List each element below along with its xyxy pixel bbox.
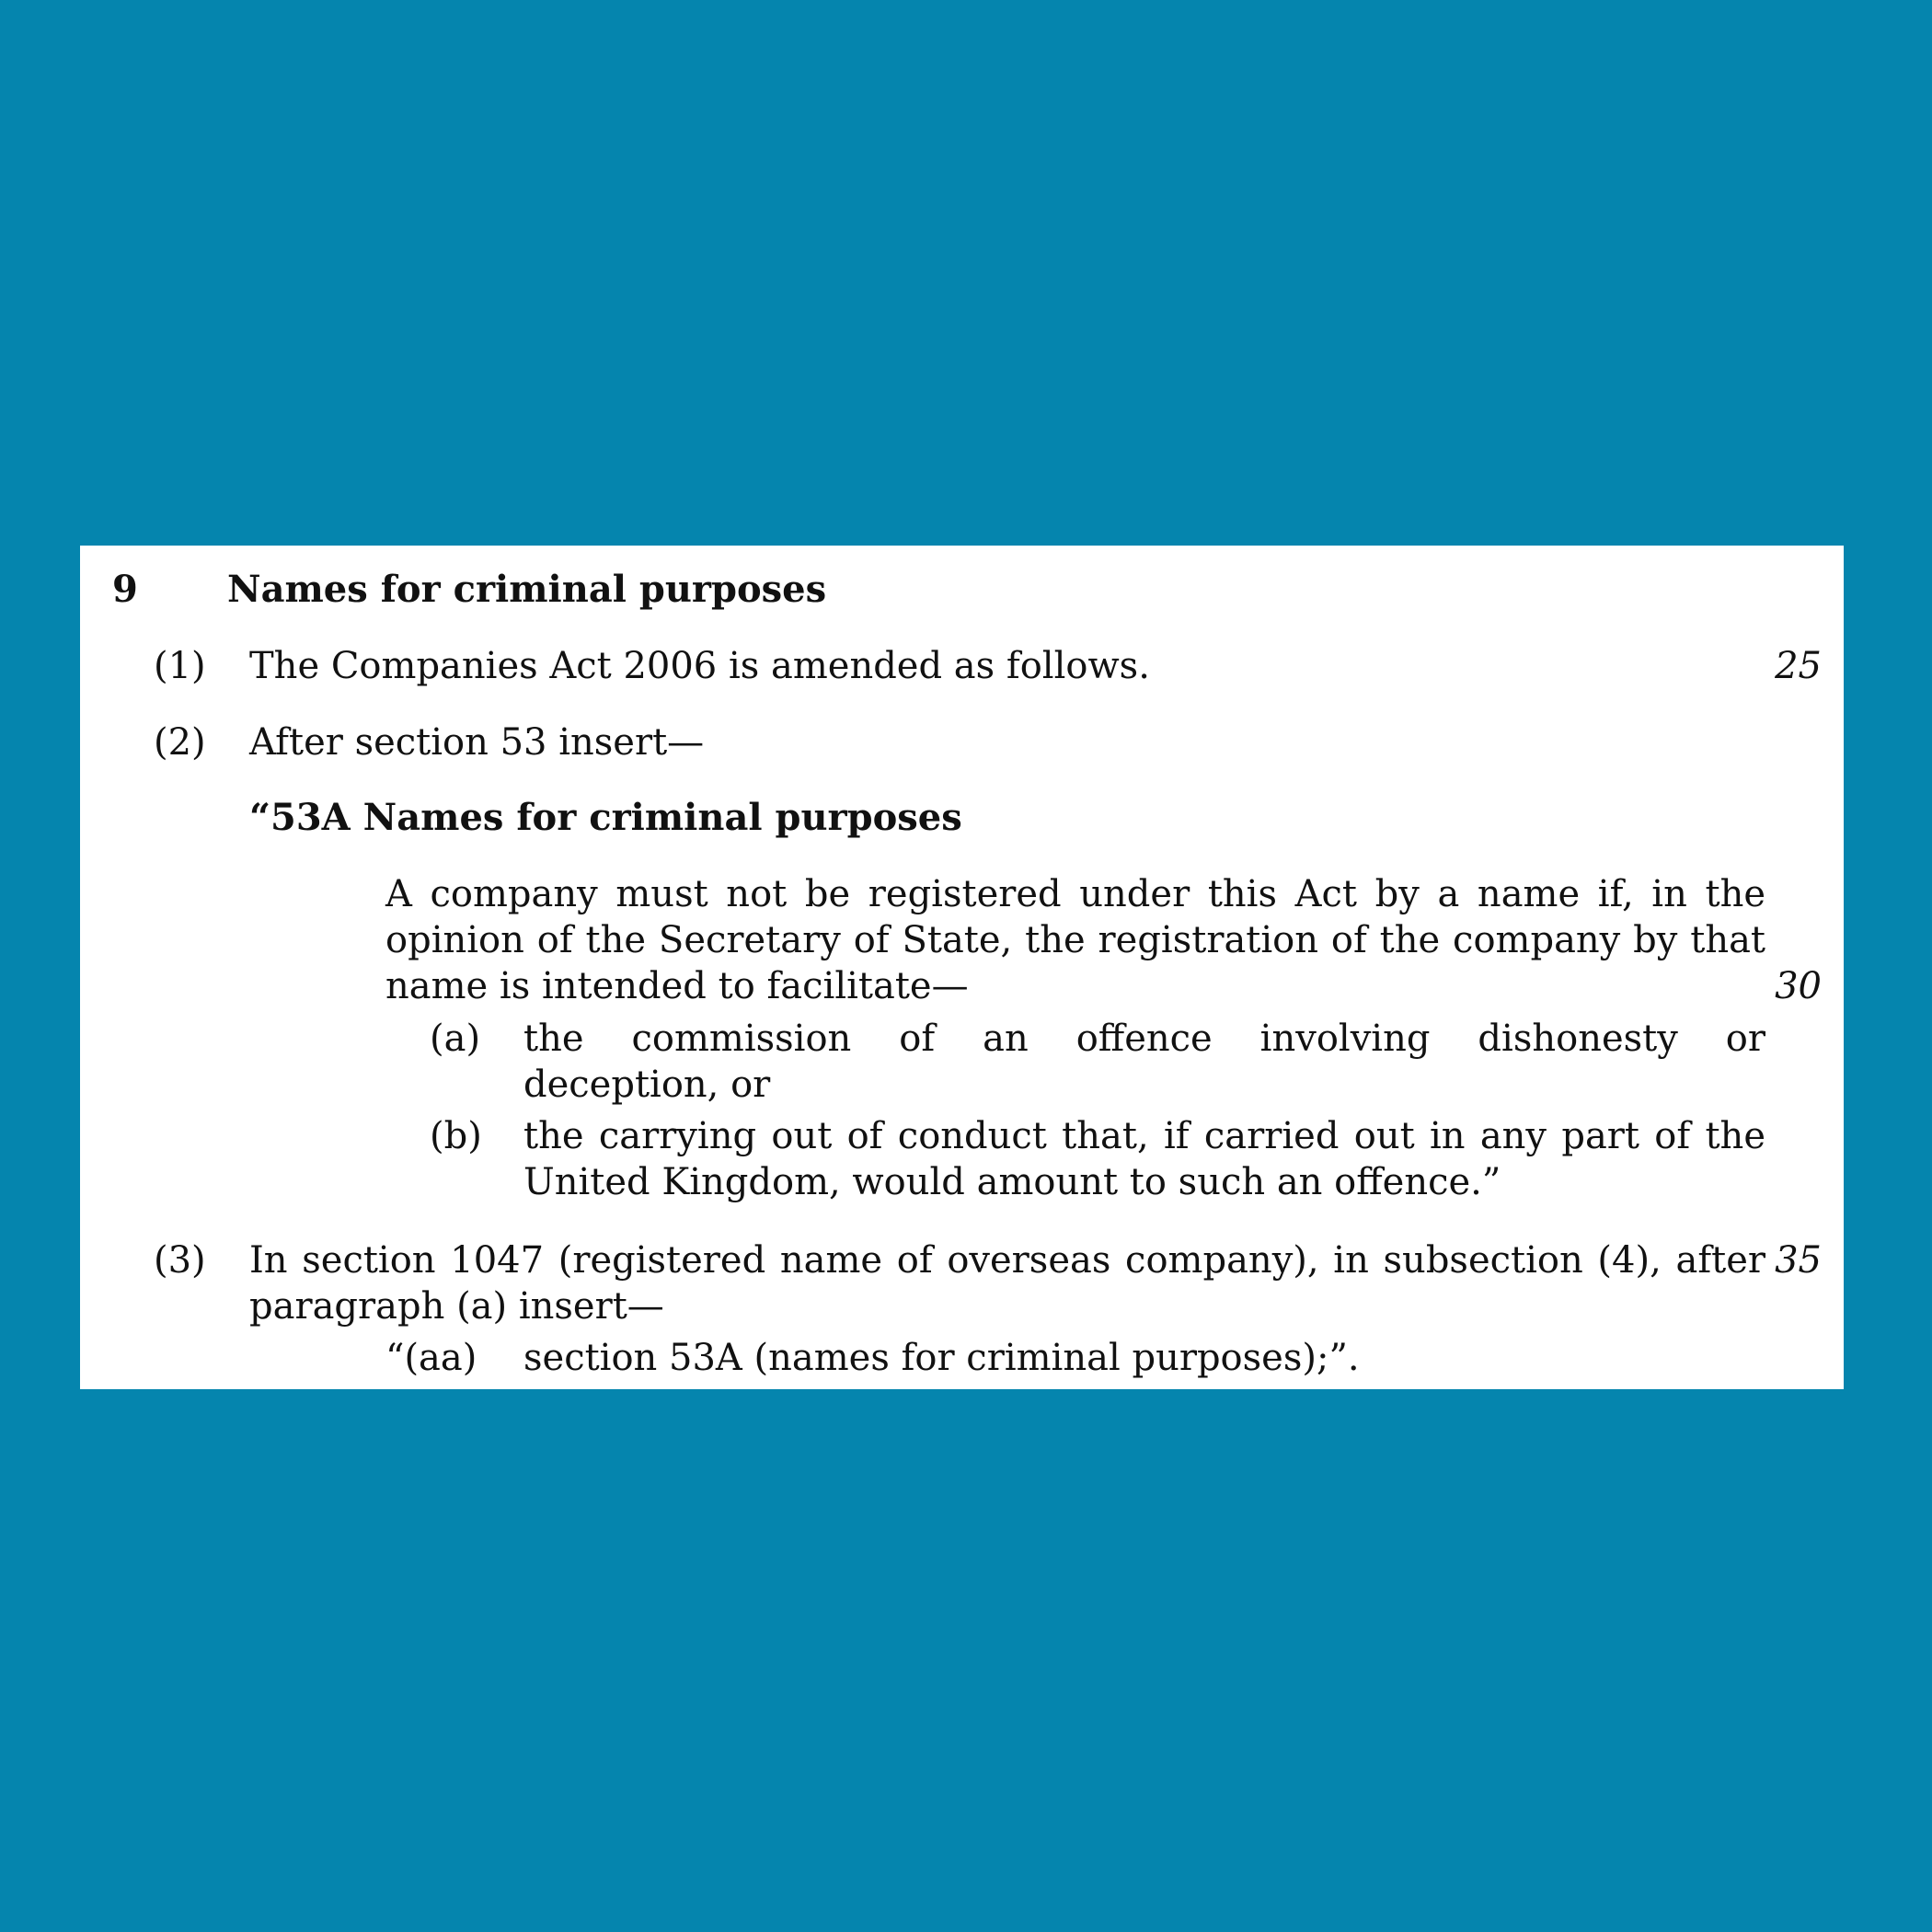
paragraph-a-line-1: the commission of an offence involving dishonesty or [523, 1018, 1765, 1060]
paragraph-a-text [523, 1016, 1765, 1108]
subsection-2-label: (2) [154, 721, 206, 764]
subsection-1-label: (1) [154, 645, 206, 687]
section-heading: Names for criminal purposes [227, 568, 827, 611]
paragraph-a-label: (a) [430, 1018, 481, 1060]
body-line-3: name is intended to facilitate— [385, 965, 969, 1007]
subsection-3-line-1: In section 1047 (registered name of overseas company), in subsection (4), after [249, 1239, 1765, 1282]
subsection-3-line-2: paragraph (a) insert— [249, 1285, 664, 1328]
subsection-2-text: After section 53 insert— [249, 721, 705, 764]
subsection-3-text [249, 1237, 1765, 1329]
subsection-3-label: (3) [154, 1239, 206, 1282]
document-page [80, 546, 1844, 1389]
inserted-section-heading: “53A Names for criminal purposes [249, 796, 962, 839]
section-number: 9 [112, 568, 138, 611]
line-number-25: 25 [1775, 645, 1822, 687]
inserted-section-body [385, 871, 1765, 1009]
line-number-35: 35 [1775, 1239, 1822, 1282]
inserted-paragraph-text: section 53A (names for criminal purposes);”. [523, 1337, 1360, 1379]
paragraph-b-label: (b) [430, 1115, 482, 1157]
line-number-30: 30 [1775, 965, 1822, 1007]
paragraph-b-line-1: the carrying out of conduct that, if carried out in any part of the [523, 1115, 1765, 1157]
paragraph-b-line-2: United Kingdom, would amount to such an offence.” [523, 1161, 1501, 1203]
paragraph-b-text [523, 1113, 1765, 1205]
body-line-1: A company must not be registered under this Act by a name if, in the [385, 873, 1765, 915]
inserted-paragraph-label: “(aa) [385, 1337, 477, 1379]
paragraph-a-line-2: deception, or [523, 1064, 771, 1106]
subsection-1-text: The Companies Act 2006 is amended as follows. [249, 645, 1150, 687]
body-line-2: opinion of the Secretary of State, the registration of the company by that [385, 919, 1765, 961]
